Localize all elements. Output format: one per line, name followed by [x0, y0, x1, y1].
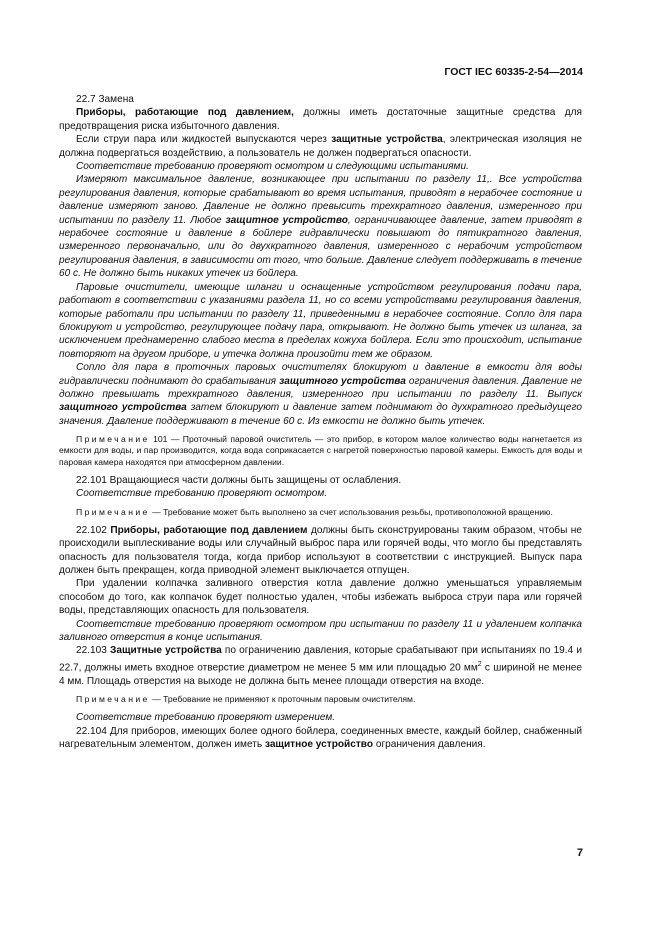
paragraph-steam-cleaners-test: Паровые очистители, имеющие шланги и оснащенные устройством регулирования подачи пара, работают в соответствии с указаниями раздела 11, но со всеми устройствами регулирования давления, которые работали при испытании по разделу 11, приведенными в нерабочее состояние. Сопло для пара блокируют и устройство, регулирующее подачу пара, открывают. Не должно быть утечек из шланга, за исключением преднамеренно слабого места в пределах кожуха бойлера. Если это происходит, испытание повторяют на другом приборе, и утечка должна произойти тем же образом.: [59, 281, 582, 360]
term-protective-device: защитное устройство: [264, 739, 374, 751]
text-span: Измеряют максимальное давление, возникающее при испытании по разделу 11,. Все устройства регулирования давления, которые срабатывают во время испытания, приводят в нерабочее состояние и давление измеряют заново. Давление не должно превысить трехкратного давления, измеренного при испытании по разделу 11. Любое: [59, 174, 582, 226]
paragraph-pressure-devices: [59, 106, 582, 133]
term-protective-device: защитное устройство: [225, 214, 348, 226]
page-number: 7: [576, 847, 583, 859]
text-span: — Требование не применяют к проточным паровым очистителям.: [149, 694, 416, 705]
note-label: Примечание: [76, 434, 150, 445]
text-span: , электрическая изоляция не должна подвергаться воздействию, а пользователь не должен подвергаться опасности.: [59, 134, 583, 159]
section-22-103: [59, 644, 582, 688]
note-label: Примечание: [76, 506, 150, 517]
section-22-104: [59, 725, 582, 752]
term-protective-devices: защитные устройства: [331, 134, 443, 146]
section-22-102: [59, 524, 582, 578]
paragraph-filler-cap: При удалении колпачка заливного отверстия котла давление должно уменьшаться управляемым способом до того, как колпачок будет полностью удален, чтобы избежать выброса струи пара или горячей воды, представляющих опасность для пользователя.: [59, 578, 582, 617]
paragraph-steam-jets: [59, 133, 582, 160]
term-pressure-appliances: Приборы, работающие под давлением,: [76, 107, 294, 119]
text-span: — Требование может быть выполнено за счет использования резьбы, противоположной вращению.: [149, 506, 553, 517]
text-span: ограничения давления. Давление не должно превышать трехкратного давления, измеренного при испытании по разделу 11. Выпуск: [59, 375, 582, 400]
standard-header: ГОСТ IEC 60335-2-54—2014: [444, 66, 583, 78]
note-101: [59, 434, 582, 468]
paragraph-max-pressure-test: [59, 173, 582, 280]
note-label: Примечание: [76, 694, 150, 705]
text-span: с шириной не менее 4 мм. Площадь отверстия на выходе не должна быть менее площади отверстия на входе.: [59, 662, 582, 687]
text-span: 2: [477, 660, 482, 668]
text-span: затем блокируют и давление затем поднимают до духкратного предыдущего значения. Давление поддерживают в течение 60 с. Из емкости не должно быть утечек.: [59, 402, 582, 427]
term-protective-device: защитного устройства: [59, 402, 187, 414]
page-body: [59, 93, 582, 751]
section-22-101: 22.101 Вращающиеся части должны быть защищены от ослабления.: [76, 474, 402, 486]
text-span: 22.102: [76, 524, 111, 536]
text-span: по ограничению давления, которые срабатывают при испытаниях по 19.4 и 22.7, должны иметь входное отверстие диаметром не менее 5 мм или площадью 20 мм: [59, 645, 582, 674]
text-span: 101 — Проточный паровой очиститель — это прибор, в котором малое количество воды нагнетается из емкости для воды, и пар производится, когда вода соприкасается с нагретой поверхностью паровой камеры. Емкость для воды и паровая камера находятся при атмосферном давлении.: [59, 434, 582, 467]
text-span: должны иметь достаточные защитные средства для предотвращения риска избыточного давления.: [59, 107, 583, 132]
compliance-check-inspection-tests: Соответствие требованию проверяют осмотром и следующими испытаниями.: [76, 161, 469, 173]
compliance-check-measurement: Соответствие требованию проверяют измерением.: [76, 712, 336, 724]
text-span: , ограничивающее давление, затем приводят в нерабочее состояние и давление в бойлере гидравлически повышают до пятикратного давления, измеренного первоначально, или до двухкратного давления, измеренного с нерабочим устройством регулирования давления, в зависимости от того, что больше. Давление следует поддерживать в течение 60 с. Не должно быть никаких утечек из бойлера.: [59, 214, 582, 280]
text-span: 22.103: [76, 645, 111, 657]
note-thread: [59, 507, 582, 518]
text-span: ограничения давления.: [373, 739, 486, 751]
section-heading-22-7: 22.7 Замена: [76, 94, 134, 105]
text-span: Если струи пара или жидкостей выпускаются через: [76, 134, 332, 146]
compliance-check-inspection: Соответствие требованию проверяют осмотром.: [76, 488, 328, 500]
term-pressure-appliances: Приборы, работающие под давлением: [110, 524, 308, 536]
note-flow-cleaners: [59, 694, 582, 705]
paragraph-flow-cleaners-test: [59, 361, 582, 428]
text-span: 22.104 Для приборов, имеющих более одного бойлера, соединенных вместе, каждый бойлер, снабженный нагревательным элементом, должен иметь: [59, 725, 582, 751]
text-span: должны быть сконструированы таким образом, чтобы не происходили выплескивание воды или случайный выброс пара или горячей воды, что могло бы представлять опасность для пользователя тогда, когда прибор используют в соответствии с инструкцией. Выпуск пара должен быть прекращен, когда приводной элемент выключается отпущен.: [59, 524, 582, 576]
compliance-check-filler-cap: Соответствие требованию проверяют осмотром при испытании по разделу 11 и удалением колпачка заливного отверстия в конце испытания.: [59, 618, 582, 644]
text-span: Сопло для пара в проточных паровых очистителях блокируют и давление в емкости для воды гидравлически поднимают до срабатывания: [59, 362, 582, 387]
term-protective-devices: Защитные устройства: [110, 645, 222, 657]
term-protective-device: защитного устройства: [279, 375, 406, 387]
